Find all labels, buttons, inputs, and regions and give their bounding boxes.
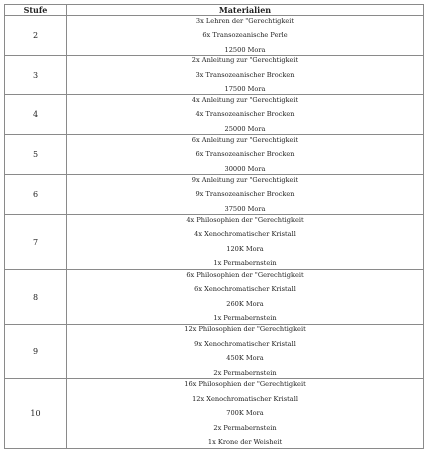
- material-line: 700K Mora: [226, 409, 264, 417]
- header-materialien: Materialien: [67, 5, 424, 16]
- stufe-cell: 2: [5, 16, 67, 56]
- stufe-cell: 6: [5, 175, 67, 215]
- material-line: 12x Xenochromatischer Kristall: [192, 394, 298, 403]
- material-line: 2x Permabernstein: [213, 423, 277, 432]
- table-header-row: [5, 5, 424, 16]
- material-line: 9x Anleitung zur "Gerechtigkeit: [191, 175, 299, 184]
- materials-cell: [67, 379, 424, 449]
- stufe-cell: 8: [5, 270, 67, 325]
- material-line: 9x Transozeanischer Brocken: [195, 190, 295, 198]
- stufe-cell: 10: [5, 379, 67, 449]
- material-line: 9x Xenochromatischer Kristall: [194, 339, 296, 348]
- table-row: [5, 135, 424, 175]
- material-line: 4x Transozeanischer Brocken: [195, 110, 295, 118]
- material-line: 4x Philosophien der "Gerechtigkeit: [186, 215, 304, 224]
- table-row: [5, 215, 424, 270]
- material-line: 3x Lehren der "Gerechtigkeit: [195, 16, 295, 25]
- stufe-cell: 3: [5, 56, 67, 95]
- material-line: 6x Transozeanische Perle: [202, 31, 288, 39]
- table-row: [5, 175, 424, 215]
- material-line: 25000 Mora: [224, 124, 266, 133]
- materials-cell: [67, 16, 424, 56]
- material-line: 260K Mora: [226, 299, 264, 308]
- materials-cell: [67, 135, 424, 175]
- material-line: 2x Permabernstein: [213, 368, 277, 377]
- table-row: [5, 270, 424, 325]
- material-line: 37500 Mora: [224, 204, 266, 213]
- materials-cell: [67, 325, 424, 379]
- material-line: 1x Permabernstein: [213, 259, 277, 268]
- table-row: [5, 325, 424, 379]
- materials-table-container: [4, 4, 423, 449]
- material-line: 1x Permabernstein: [213, 314, 277, 323]
- header-stufe: Stufe: [5, 5, 67, 16]
- material-line: 120K Mora: [226, 244, 264, 253]
- material-line: 17500 Mora: [224, 85, 266, 93]
- materials-table: [4, 4, 424, 449]
- material-line: 16x Philosophien der "Gerechtigkeit: [184, 380, 306, 388]
- material-line: 6x Philosophien der "Gerechtigkeit: [186, 270, 304, 279]
- stufe-cell: 4: [5, 95, 67, 135]
- material-line: 6x Transozeanischer Brocken: [195, 150, 295, 158]
- material-line: 30000 Mora: [224, 164, 266, 173]
- table-body: [5, 16, 424, 449]
- material-line: 12500 Mora: [224, 45, 266, 54]
- material-line: 450K Mora: [226, 354, 264, 363]
- material-line: 4x Anleitung zur "Gerechtigkeit: [191, 95, 299, 104]
- stufe-cell: 9: [5, 325, 67, 379]
- material-line: 1x Krone der Weisheit: [207, 438, 283, 446]
- table-row: [5, 95, 424, 135]
- material-line: 2x Anleitung zur "Gerechtigkeit: [191, 56, 299, 64]
- materials-cell: [67, 215, 424, 270]
- material-line: 6x Anleitung zur "Gerechtigkeit: [191, 135, 299, 144]
- material-line: 6x Xenochromatischer Kristall: [194, 285, 296, 294]
- table-row: [5, 379, 424, 449]
- materials-cell: [67, 175, 424, 215]
- material-line: 12x Philosophien der "Gerechtigkeit: [184, 325, 306, 334]
- table-row: [5, 16, 424, 56]
- table-row: [5, 56, 424, 95]
- materials-cell: [67, 270, 424, 325]
- stufe-cell: 5: [5, 135, 67, 175]
- material-line: 4x Xenochromatischer Kristall: [194, 230, 296, 239]
- material-line: 3x Transozeanischer Brocken: [195, 70, 295, 79]
- materials-cell: [67, 95, 424, 135]
- materials-cell: [67, 56, 424, 95]
- stufe-cell: 7: [5, 215, 67, 270]
